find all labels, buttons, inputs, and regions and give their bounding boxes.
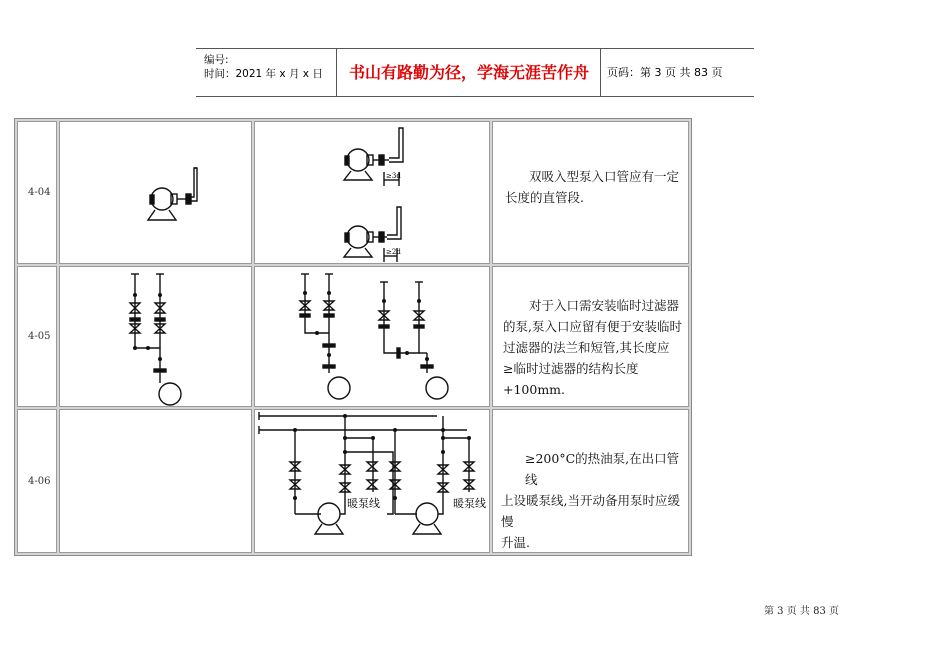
note-line: ≥200°C的热油泵,在出口管线 xyxy=(525,451,680,487)
warmup-line-label-2: 暖泵线 xyxy=(453,497,486,510)
diagram-original-4-05 xyxy=(59,266,252,407)
row-id: 4-04 xyxy=(28,187,51,198)
warmup-line-label-1: 暖泵线 xyxy=(347,497,380,510)
diagram-corrected-4-04 xyxy=(254,121,490,264)
pump-straight-run-diagram xyxy=(255,122,491,265)
dim-label-2d: ≥2d xyxy=(386,248,401,256)
doc-date: 时间：2021 年 x 月 x 日 xyxy=(204,68,323,80)
header-motto: 书山有路勤为径，学海无涯苦作舟 xyxy=(338,49,601,96)
pump-filter-original-diagram xyxy=(60,267,253,408)
note-line: 过滤器的法兰和短管,其长度应 xyxy=(503,340,670,355)
diagram-corrected-4-06 xyxy=(254,409,490,553)
diagram-original-4-04 xyxy=(59,121,252,264)
dim-label-3d: ≥3d xyxy=(386,172,401,180)
page-header xyxy=(196,48,754,97)
page-footer: 第 3 页 共 83 页 xyxy=(764,606,839,617)
row-id-cell xyxy=(17,121,57,264)
header-meta-cell xyxy=(196,49,337,96)
row-id: 4-06 xyxy=(28,475,51,487)
note-cell xyxy=(492,266,689,407)
row-id-cell xyxy=(17,409,57,553)
hot-oil-pump-warmup-diagram xyxy=(255,410,491,554)
doc-number-label: 编号: xyxy=(204,54,229,66)
note-line: 长度的直管段. xyxy=(505,190,584,205)
diagram-original-4-06 xyxy=(59,409,252,553)
note-line: 升温. xyxy=(501,535,530,550)
pump-filter-corrected-diagram xyxy=(255,267,491,408)
piping-rules-table xyxy=(14,118,692,556)
header-page-info: 页码：第 3 页 共 83 页 xyxy=(607,66,723,79)
row-id-cell xyxy=(17,266,57,407)
note-line: 双吸入型泵入口管应有一定 xyxy=(529,169,680,184)
note-line: 的泵,泵入口应留有便于安装临时 xyxy=(503,319,682,334)
note-line: 对于入口需安装临时过滤器 xyxy=(529,298,680,313)
pump-single-diagram xyxy=(60,122,253,265)
note-line: ≥临时过滤器的结构长度+100mm. xyxy=(503,361,639,397)
note-line: 上设暖泵线,当开动备用泵时应缓慢 xyxy=(501,493,680,529)
note-cell xyxy=(492,409,689,553)
row-id: 4-05 xyxy=(28,331,51,342)
note-cell xyxy=(492,121,689,264)
diagram-corrected-4-05 xyxy=(254,266,490,407)
